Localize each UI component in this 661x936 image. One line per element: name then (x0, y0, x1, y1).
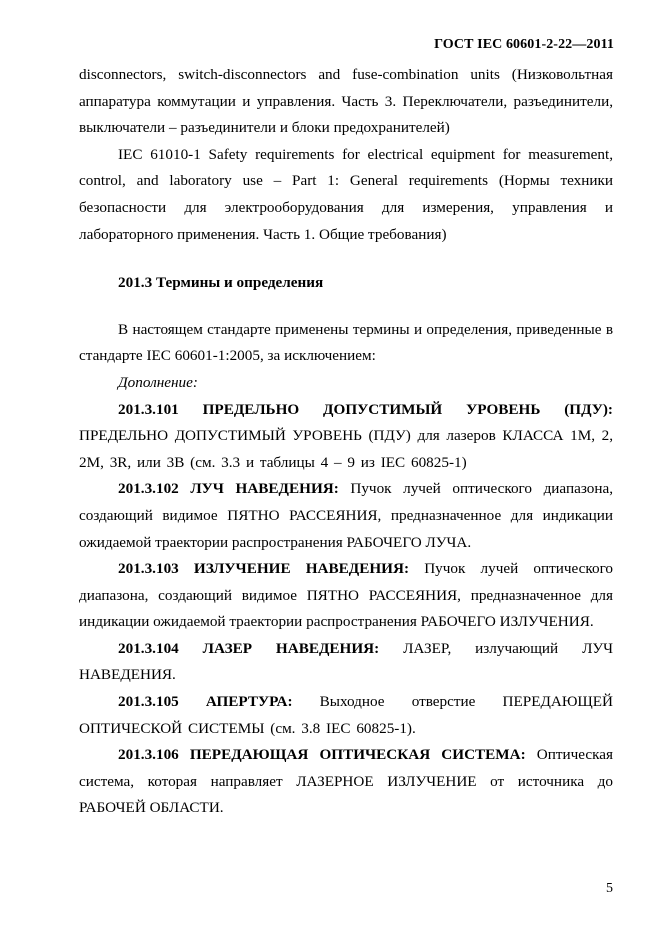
term-number: 201.3.106 (118, 746, 179, 764)
paragraph-intro: В настоящем стандарте применены термины и определения, приведенные в стандарте IEC 60601-1:2005, за исключением: (79, 320, 613, 365)
term-name: ПРЕДЕЛЬНО ДОПУСТИМЫЙ УРОВЕНЬ (ПДУ): (202, 400, 613, 418)
term-201-3-101 (79, 397, 613, 477)
term-201-3-102 (79, 476, 613, 556)
term-201-3-106 (79, 742, 613, 822)
term-number: 201.3.102 (118, 480, 179, 498)
term-number: 201.3.103 (118, 560, 179, 578)
term-definition: Оптическая система, которая направляет ЛАЗЕРНОЕ ИЗЛУЧЕНИЕ от источника до РАБОЧЕЙ ОБЛАСТИ. (79, 746, 614, 817)
term-definition: Выходное отверстие ПЕРЕДАЮЩЕЙ ОПТИЧЕСКОЙ СИСТЕМЫ (см. 3.8 IEC 60825-1). (79, 693, 613, 737)
document-body (79, 62, 613, 822)
term-201-3-105 (79, 689, 613, 742)
page-number: 5 (606, 881, 613, 896)
term-definition: ПРЕДЕЛЬНО ДОПУСТИМЫЙ УРОВЕНЬ (ПДУ) для лазеров КЛАССА 1М, 2, 2М, 3R, или 3В (см. 3.3 и таблицы 4 – 9 из IEC 60825-1) (79, 427, 613, 471)
term-name: АПЕРТУРА: (205, 693, 293, 711)
term-definition: ЛАЗЕР, излучающий ЛУЧ НАВЕДЕНИЯ. (79, 639, 613, 684)
term-201-3-104 (79, 636, 613, 689)
term-definition: Пучок лучей оптического диапазона, создающий видимое ПЯТНО РАССЕЯНИЯ, предназначенное для индикации ожидаемой траектории распространения РАБОЧЕГО ЛУЧА. (79, 480, 614, 551)
term-name: ИЗЛУЧЕНИЕ НАВЕДЕНИЯ: (193, 560, 410, 578)
term-name: ЛАЗЕР НАВЕДЕНИЯ: (202, 639, 380, 657)
document-header: ГОСТ IEC 60601-2-22—2011 (434, 37, 614, 52)
term-name: ЛУЧ НАВЕДЕНИЯ: (190, 480, 339, 498)
section-heading: 201.3 Термины и определения (118, 274, 324, 292)
paragraph-iec-61010-1: IEC 61010-1 Safety requirements for electrical equipment for measurement, control, and laboratory use – Part 1: General requirements (Нормы техники безопасности для электрооборудования для измерения, управления и лабораторного применения. Часть 1. Общие требования) (79, 145, 613, 243)
term-name: ПЕРЕДАЮЩАЯ ОПТИЧЕСКАЯ СИСТЕМА: (189, 746, 526, 764)
addition-label: Дополнение: (118, 373, 198, 391)
term-number: 201.3.105 (118, 693, 179, 711)
term-number: 201.3.104 (118, 639, 179, 657)
term-201-3-103 (79, 556, 613, 636)
paragraph-iec-60947-3-continuation: disconnectors, switch-disconnectors and fuse-combination units (Низковольтная аппаратура коммутации и управления. Часть 3. Переключатели, разъединители, выключатели – разъединители и блоки предохранителей) (79, 66, 613, 137)
term-definition: Пучок лучей оптического диапазона, создающий видимое ПЯТНО РАССЕЯНИЯ, предназначенное для индикации ожидаемой траектории распространения РАБОЧЕГО ИЗЛУЧЕНИЯ. (79, 560, 614, 631)
term-number: 201.3.101 (118, 400, 179, 418)
